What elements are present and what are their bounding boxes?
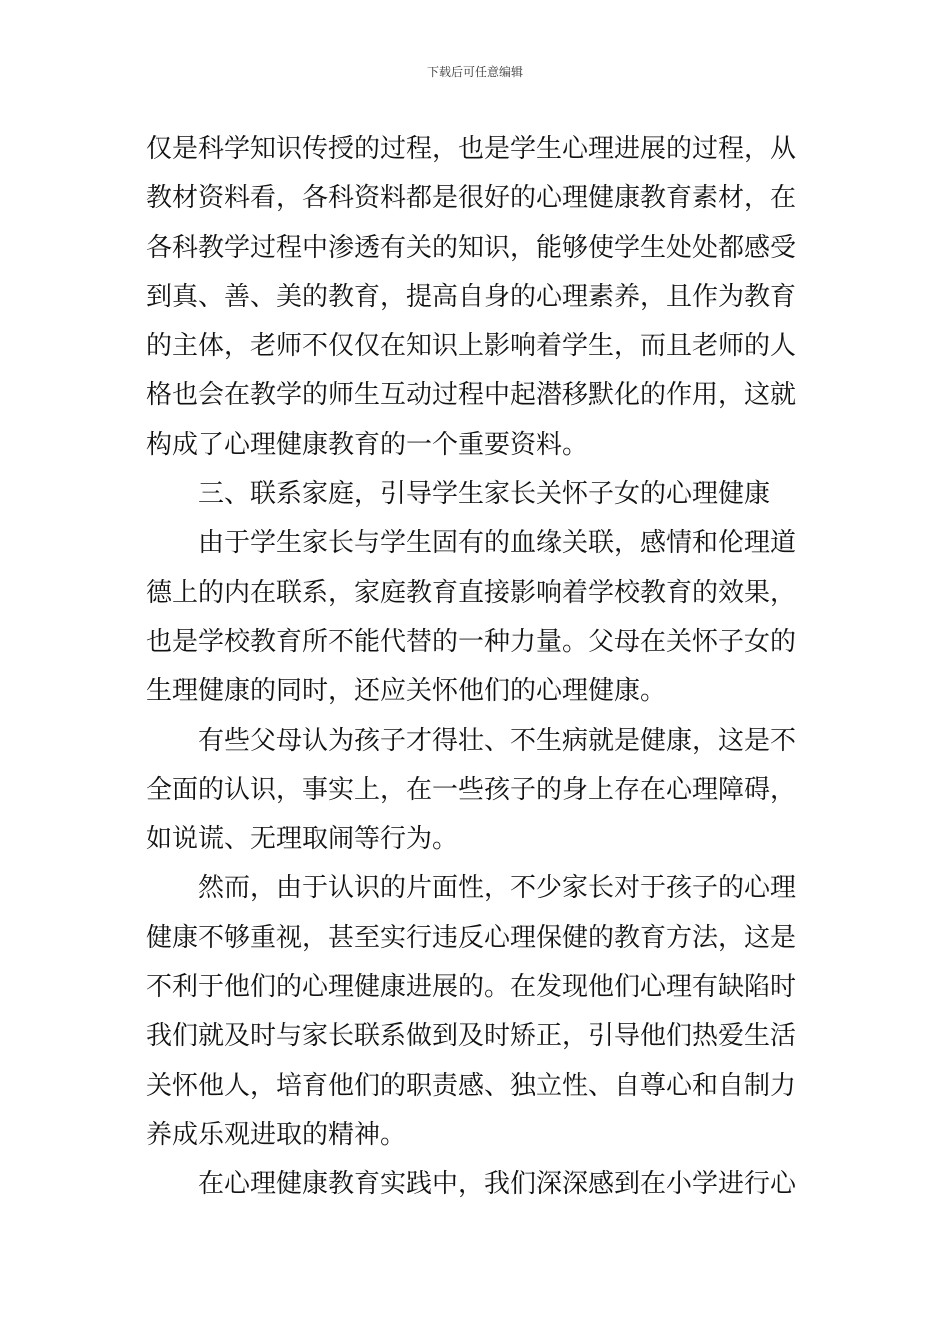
text-line: 仅是科学知识传授的过程，也是学生心理进展的过程，从: [146, 134, 797, 164]
text-line: 也是学校教育所不能代替的一种力量。父母在关怀子女的: [146, 626, 797, 657]
text-line: 养成乐观进取的精神。: [146, 1119, 407, 1150]
section-heading: 三、联系家庭，引导学生家长关怀子女的心理健康: [198, 479, 771, 510]
text-line: 的主体，老师不仅仅在知识上影响着学生，而且老师的人: [146, 331, 797, 362]
text-line: 然而，由于认识的片面性，不少家长对于孩子的心理: [198, 873, 797, 904]
text-line: 各科教学过程中渗透有关的知识，能够使学生处处都感受: [146, 232, 797, 263]
text-line: 我们就及时与家长联系做到及时矫正，引导他们热爱生活: [146, 1021, 797, 1052]
text-line: 有些父母认为孩子才得壮、不生病就是健康，这是不: [198, 725, 797, 756]
text-line: 到真、善、美的教育，提高自身的心理素养，且作为教育: [146, 281, 797, 312]
text-line: 关怀他人，培育他们的职责感、独立性、自尊心和自制力: [146, 1070, 797, 1101]
text-line: 教材资料看，各科资料都是很好的心理健康教育素材，在: [146, 183, 797, 214]
text-line: 全面的认识，事实上，在一些孩子的身上存在心理障碍，: [146, 774, 797, 805]
text-line: 构成了心理健康教育的一个重要资料。: [146, 429, 589, 460]
document-body: [146, 125, 806, 1210]
text-line: 如说谎、无理取闹等行为。: [146, 824, 459, 855]
text-line: 生理健康的同时，还应关怀他们的心理健康。: [146, 676, 667, 707]
page-header: 下载后可任意编辑: [426, 65, 523, 79]
text-line: 健康不够重视，甚至实行违反心理保健的教育方法，这是: [146, 922, 797, 953]
text-line: 格也会在教学的师生互动过程中起潜移默化的作用，这就: [146, 380, 797, 411]
text-line: 在心理健康教育实践中，我们深深感到在小学进行心: [198, 1169, 797, 1200]
text-line: 不利于他们的心理健康进展的。在发现他们心理有缺陷时: [146, 972, 797, 1003]
text-line: 德上的内在联系，家庭教育直接影响着学校教育的效果，: [146, 577, 797, 608]
text-line: 由于学生家长与学生固有的血缘关联，感情和伦理道: [198, 528, 797, 559]
